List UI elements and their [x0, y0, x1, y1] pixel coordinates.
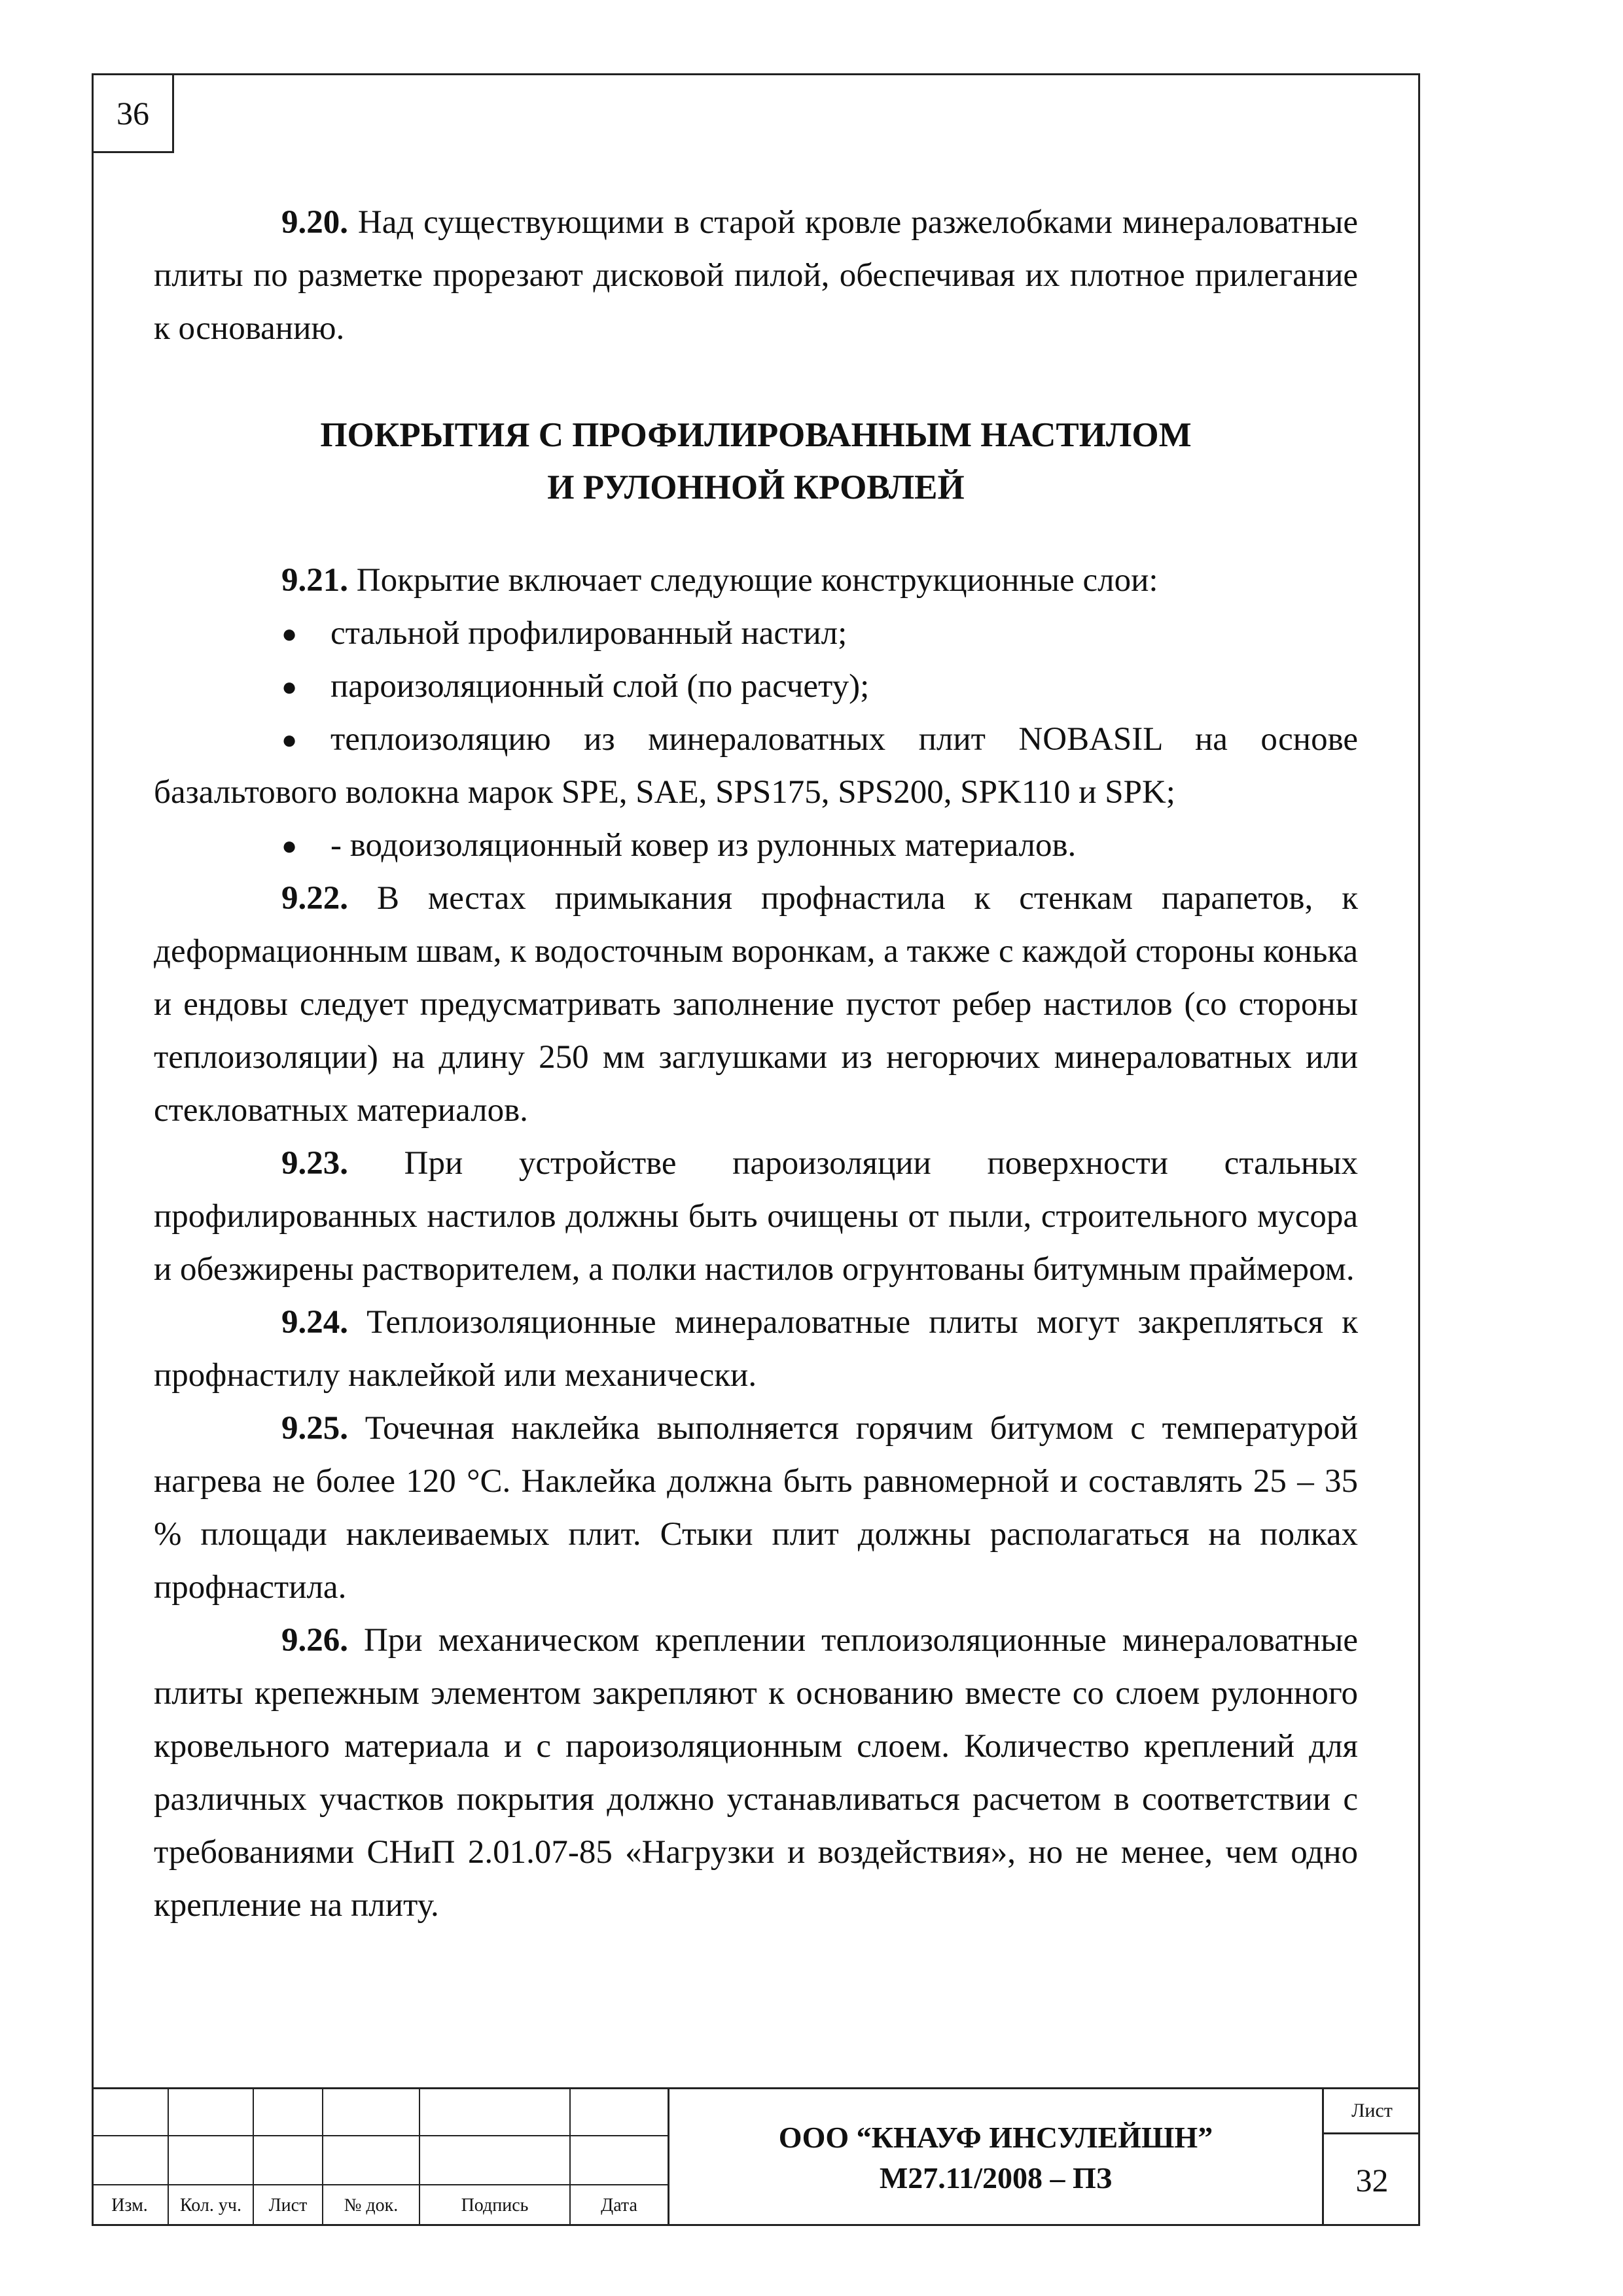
- organization-name: ООО “КНАУФ ИНСУЛЕЙШН”: [778, 2120, 1213, 2154]
- list-item-text: пароизоляционный слой (по расчету);: [330, 668, 870, 705]
- clause-text: При механическом креплении теплоизоляционные минераловатные плиты крепежным элементом закрепляют к основанию вместе со слоем рулонного кровельного материала и с пароизоляционным слоем. Количество креплений для различных участков покрытия должно устанавливаться расчетом в соответствии с требованиями СНиП 2.01.07-85 «Нагрузки и воздействия», но не менее, чем одно крепление на плиту.: [154, 1622, 1358, 1924]
- list-item: [154, 660, 1358, 713]
- label-date: Дата: [601, 2195, 637, 2216]
- list-item: [154, 713, 1358, 819]
- clause-number: 9.25.: [281, 1410, 348, 1447]
- sheet-number: 32: [1355, 2162, 1389, 2199]
- bullet-icon: ●: [281, 672, 298, 701]
- organization-title: [668, 2089, 1322, 2226]
- clause-number: 9.23.: [281, 1145, 348, 1182]
- list-item-text: стальной профилированный настил;: [330, 615, 847, 652]
- document-code: М27.11/2008 – ПЗ: [879, 2161, 1113, 2195]
- sheet-label: Лист: [1324, 2089, 1420, 2134]
- label-list: Лист: [254, 2185, 323, 2226]
- bullet-icon: ●: [281, 831, 298, 860]
- revision-grid: [92, 2089, 668, 2226]
- section-heading: [154, 409, 1358, 514]
- paragraph-9-25: [154, 1402, 1358, 1614]
- clause-number: 9.20.: [281, 204, 348, 241]
- label-kol-uch: Кол. уч.: [169, 2185, 254, 2226]
- clause-text: Точечная наклейка выполняется горячим битумом с температурой нагрева не более 120 °С. Наклейка должна быть равномерной и составлять 25 – 35 % площади наклеиваемых плит. Стыки плит должны располагаться на полках профнастила.: [154, 1410, 1358, 1606]
- label-signature: Подпись: [420, 2185, 571, 2226]
- list-item: [154, 607, 1358, 660]
- clause-number: 9.22.: [281, 880, 348, 917]
- document-body: [154, 196, 1358, 1932]
- paragraph-9-20: [154, 196, 1358, 355]
- title-block: [92, 2087, 1420, 2226]
- clause-number: 9.26.: [281, 1622, 348, 1659]
- corner-page-number: 36: [92, 73, 174, 153]
- paragraph-9-21: [154, 554, 1358, 607]
- sheet-box: [1322, 2089, 1420, 2226]
- clause-number: 9.24.: [281, 1304, 348, 1341]
- paragraph-9-26: [154, 1614, 1358, 1932]
- layers-list: [154, 607, 1358, 872]
- label-doc-no: № док.: [323, 2185, 420, 2226]
- paragraph-9-22: [154, 872, 1358, 1137]
- clause-text: Над существующими в старой кровле разжелобками минераловатные плиты по разметке прорезают дисковой пилой, обеспечивая их плотное прилегание к основанию.: [154, 204, 1358, 347]
- list-item: [154, 819, 1358, 872]
- heading-line-2: И РУЛОННОЙ КРОВЛЕЙ: [547, 468, 965, 506]
- heading-line-1: ПОКРЫТИЯ С ПРОФИЛИРОВАННЫМ НАСТИЛОМ: [320, 416, 1192, 454]
- clause-number: 9.21.: [281, 562, 348, 599]
- clause-text: Теплоизоляционные минераловатные плиты могут закрепляться к профнастилу наклейкой или механически.: [154, 1304, 1358, 1394]
- clause-text: Покрытие включает следующие конструкционные слои:: [348, 562, 1158, 599]
- paragraph-9-23: [154, 1137, 1358, 1296]
- label-izm: Изм.: [92, 2185, 169, 2226]
- clause-text: В местах примыкания профнастила к стенкам парапетов, к деформационным швам, к водосточным воронкам, а также с каждой стороны конька и ендовы следует предусматривать заполнение пустот ребер настилов (со стороны теплоизоляции) на длину 250 мм заглушками из негорючих минераловатных или стекловатных материалов.: [154, 880, 1358, 1129]
- paragraph-9-24: [154, 1296, 1358, 1402]
- bullet-icon: ●: [281, 725, 298, 754]
- list-item-text: теплоизоляцию из минераловатных плит NOBASIL на основе базальтового волокна марок SPE, SAE, SPS175, SPS200, SPK110 и SPK;: [154, 721, 1358, 811]
- bullet-icon: ●: [281, 619, 298, 648]
- clause-text: При устройстве пароизоляции поверхности стальных профилированных настилов должны быть очищены от пыли, строительного мусора и обезжирены растворителем, а полки настилов огрунтованы битумным праймером.: [154, 1145, 1358, 1288]
- list-item-text: - водоизоляционный ковер из рулонных материалов.: [330, 827, 1077, 864]
